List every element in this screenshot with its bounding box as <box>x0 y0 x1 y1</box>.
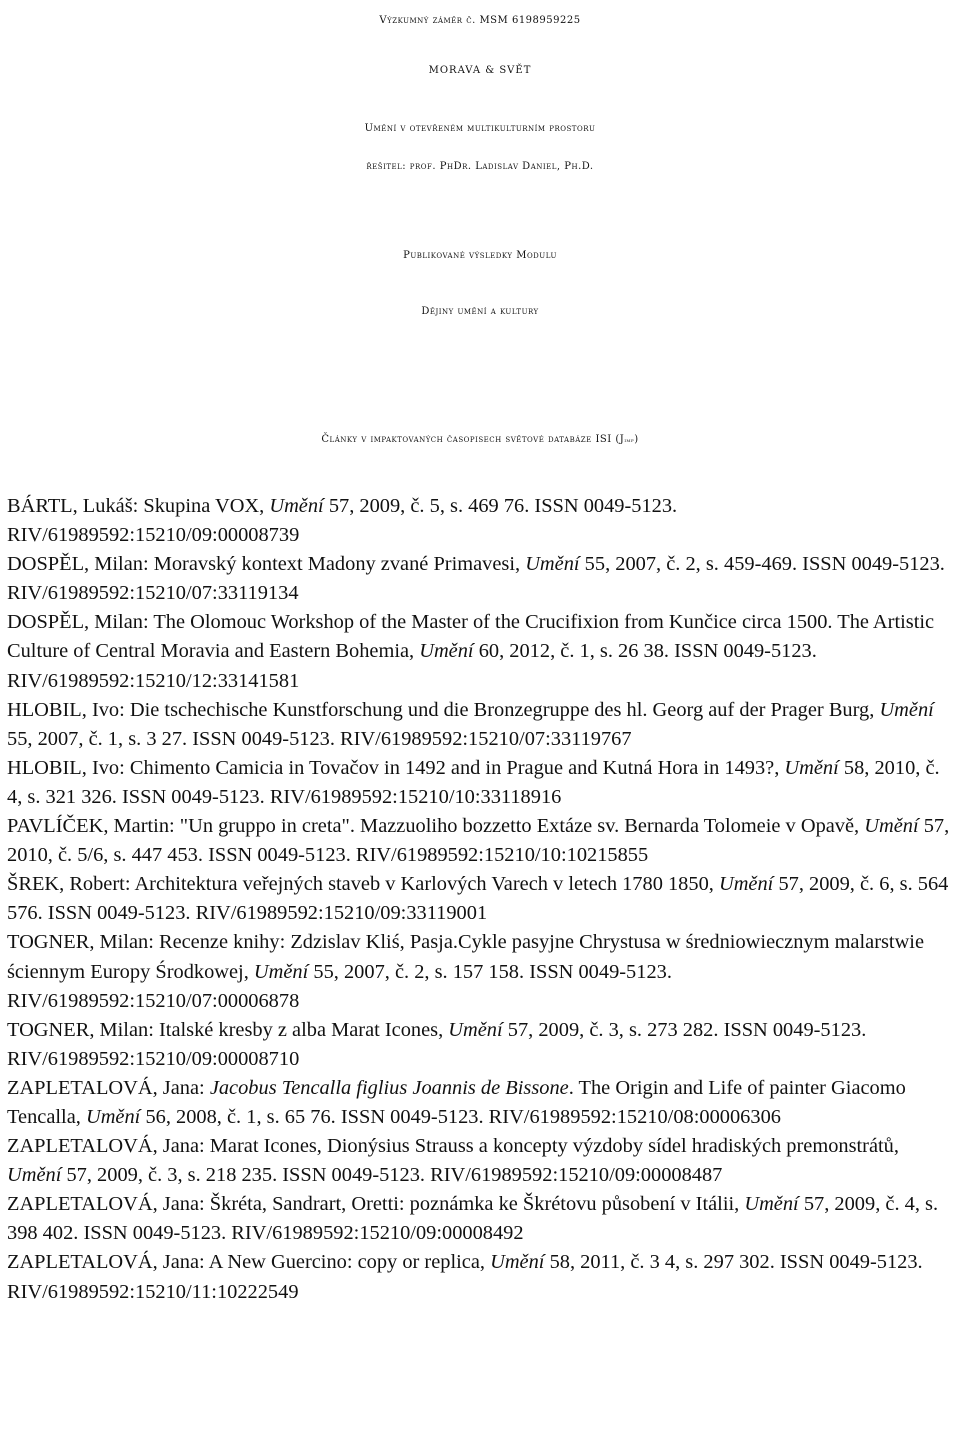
section-heading-sub: imp <box>624 438 635 444</box>
section-heading-text: Články v impaktovaných časopisech světové databáze ISI (J <box>321 434 625 445</box>
reference-item: ŠREK, Robert: Architektura veřejných staveb v Karlových Varech v letech 1780 1850, Umění 57, 2009, č. 6, s. 564 576. ISSN 0049-5123. RIV/61989592:15210/09:33119001 <box>7 873 949 925</box>
module-heading: Publikované výsledky Modulu <box>403 250 557 261</box>
reference-item: DOSPĚL, Milan: Moravský kontext Madony zvané Primavesi, Umění 55, 2007, č. 2, s. 459-469. ISSN 0049-5123. RIV/61989592:15210/07:33119134 <box>7 553 945 605</box>
journal-title: Umění <box>490 1251 545 1274</box>
journal-title: Umění <box>448 1018 503 1041</box>
journal-title: Umění <box>744 1193 799 1216</box>
journal-title: Umění <box>419 640 474 663</box>
section-heading-end: ) <box>634 434 639 445</box>
reference-item: ZAPLETALOVÁ, Jana: A New Guercino: copy or replica, Umění 58, 2011, č. 3 4, s. 297 302. ISSN 0049-5123. RIV/61989592:15210/11:10222549 <box>7 1251 923 1303</box>
journal-title: Umění <box>7 1164 62 1187</box>
journal-title: Umění <box>879 698 934 721</box>
journal-title: Umění <box>85 1105 141 1128</box>
journal-title: Umění <box>784 756 839 779</box>
project-subtitle: Umění v otevřeném multikulturním prostoru <box>364 123 596 134</box>
journal-title: Umění <box>718 873 774 896</box>
journal-title: Umění <box>253 960 309 983</box>
reference-item: TOGNER, Milan: Recenze knihy: Zdzislav Kliś, Pasja.Cykle pasyjne Chrystusa w średniowiecznym malarstwie ściennym Europy Środkowej, Umění 55, 2007, č. 2, s. 157 158. ISSN 0049-5123. RIV/61989592:15210/07:00006878 <box>7 931 925 1012</box>
journal-title: Umění <box>269 495 324 517</box>
reference-item: HLOBIL, Ivo: Die tschechische Kunstforschung und die Bronzegruppe des hl. Georg auf der Prager Burg, Umění 55, 2007, č. 1, s. 3 27. ISSN 0049-5123. RIV/61989592:15210/07:33119767 <box>7 698 934 750</box>
article-title-italic: Jacobus Tencalla figlius Joannis de Bissone <box>209 1076 569 1099</box>
journal-title: Umění <box>525 553 580 576</box>
reference-item: BÁRTL, Lukáš: Skupina VOX, Umění 57, 2009, č. 5, s. 469 76. ISSN 0049-5123. RIV/61989592:15210/09:00008739 <box>7 495 678 547</box>
reference-item: ZAPLETALOVÁ, Jana: Jacobus Tencalla figlius Joannis de Bissone. The Origin and Life of painter Giacomo Tencalla, Umění 56, 2008, č. 1, s. 65 76. ISSN 0049-5123. RIV/61989592:15210/08:00006306 <box>7 1076 906 1128</box>
module-title: Dějiny umění a kultury <box>421 306 539 317</box>
reference-item: HLOBIL, Ivo: Chimento Camicia in Tovačov in 1492 and in Prague and Kutná Hora in 1493?, Umění 58, 2010, č. 4, s. 321 326. ISSN 0049-5123. RIV/61989592:15210/10:33118916 <box>7 756 940 808</box>
reference-item: ZAPLETALOVÁ, Jana: Škréta, Sandrart, Oretti: poznámka ke Škrétovu působení v Itálii, Umění 57, 2009, č. 4, s. 398 402. ISSN 0049-5123. RIV/61989592:15210/09:00008492 <box>7 1193 939 1245</box>
reference-list <box>7 492 955 1307</box>
section-heading <box>0 420 960 461</box>
reference-item: TOGNER, Milan: Italské kresby z alba Marat Icones, Umění 57, 2009, č. 3, s. 273 282. ISSN 0049-5123. RIV/61989592:15210/09:00008710 <box>7 1018 867 1070</box>
reference-item: PAVLÍČEK, Martin: "Un gruppo in creta". Mazzuoliho bozzetto Extáze sv. Bernarda Tolomeie v Opavě, Umění 57, 2010, č. 5/6, s. 447 453. ISSN 0049-5123. RIV/61989592:15210/10:10215855 <box>7 815 950 867</box>
reference-item: ZAPLETALOVÁ, Jana: Marat Icones, Dionýsius Strauss a koncepty výzdoby sídel hradiských premonstrátů, Umění 57, 2009, č. 3, s. 218 235. ISSN 0049-5123. RIV/61989592:15210/09:00008487 <box>7 1135 899 1187</box>
project-title: MORAVA & SVĚT <box>428 65 532 76</box>
project-number-heading: Výzkumný záměr č. MSM 6198959225 <box>379 15 581 26</box>
principal-investigator: řešitel: prof. PhDr. Ladislav Daniel, Ph.D. <box>366 161 594 172</box>
reference-item: DOSPĚL, Milan: The Olomouc Workshop of the Master of the Crucifixion from Kunčice circa 1500. The Artistic Culture of Central Moravia and Eastern Bohemia, Umění 60, 2012, č. 1, s. 26 38. ISSN 0049-5123. RIV/61989592:15210/12:33141581 <box>7 611 935 692</box>
journal-title: Umění <box>864 815 919 838</box>
